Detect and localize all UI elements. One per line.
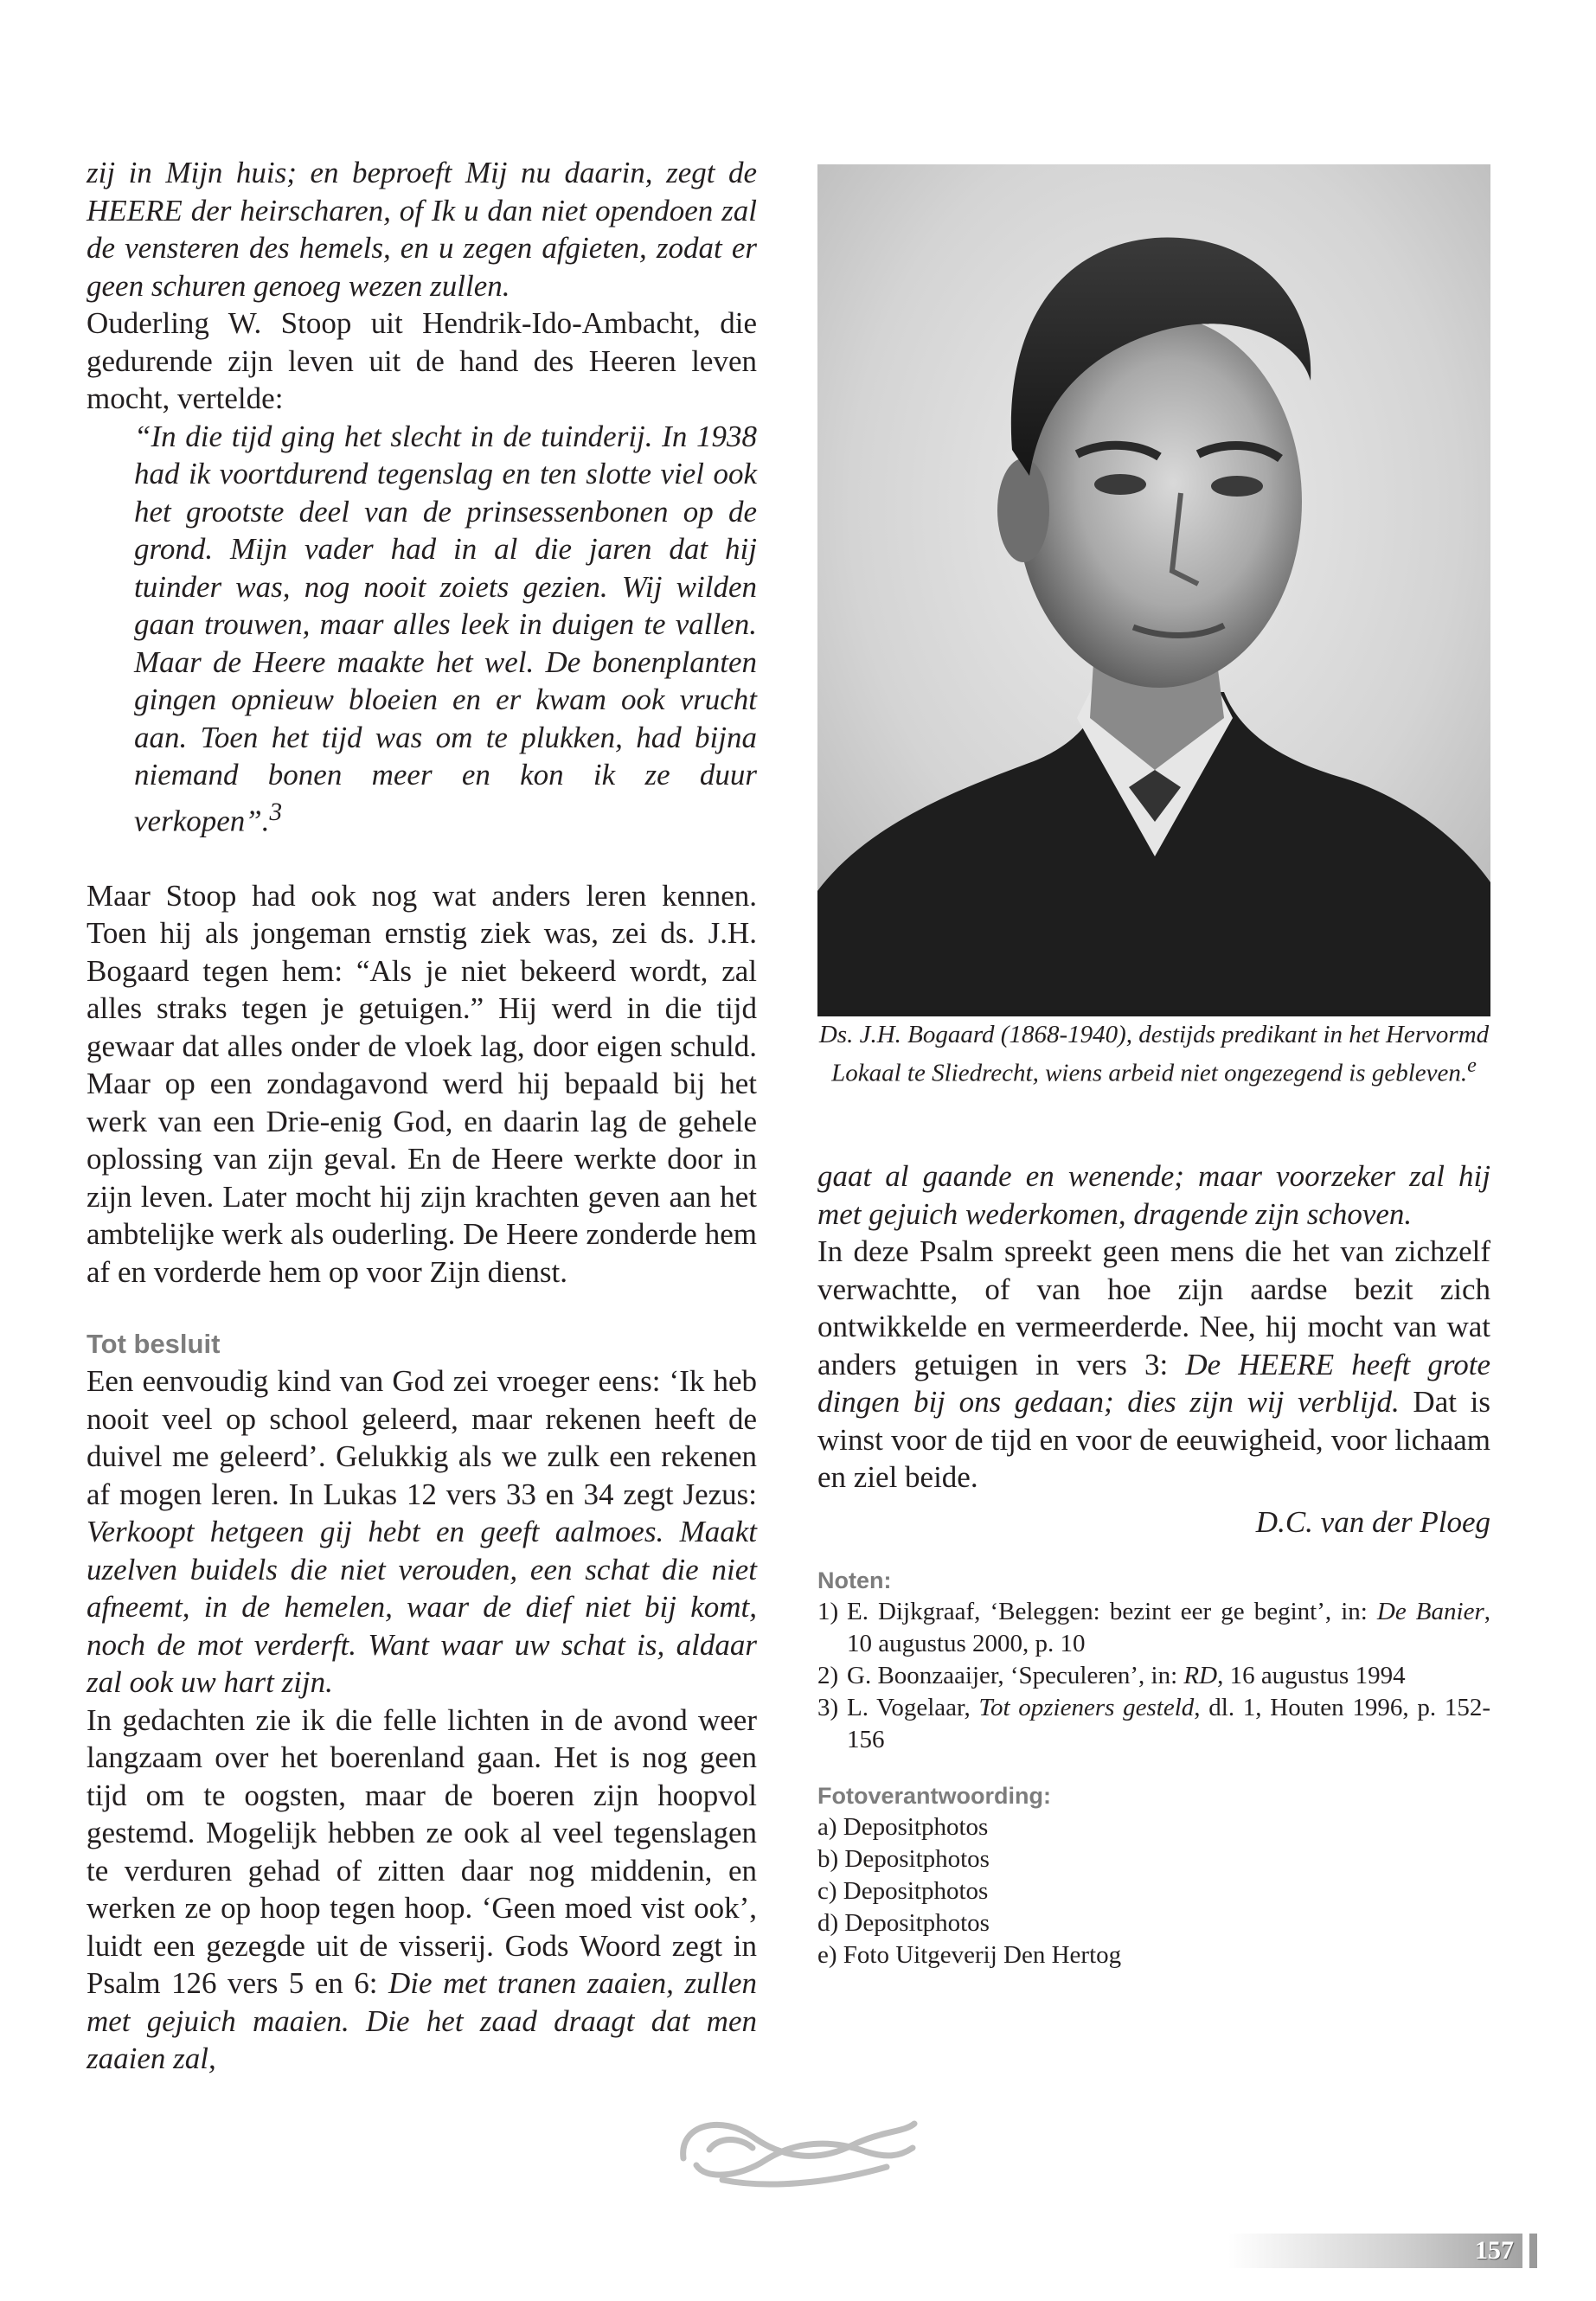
caption-ref: e (1467, 1054, 1477, 1077)
bible-quote-continued: zij in Mijn huis; en beproeft Mij nu daarin, zegt de HEERE der heirscharen, of Ik u dan niet opendoen zal de vensteren des hemels, en u zegen afgieten, zodat er geen schuren genoeg wezen zullen. (87, 156, 757, 303)
credit-item: a) Depositphotos (817, 1813, 989, 1841)
paragraph-conclusion-1 (87, 1362, 757, 1702)
bible-quote-luke: Verkoopt hetgeen gij hebt en geeft aalmoes. Maakt uzelven buidels die niet verouden, een schat die niet afneemt, in de hemelen, waar de dief niet bij komt, noch de mot verderft. Want waar uw schat is, aldaar zal ook uw hart zijn. (87, 1515, 757, 1700)
note-number: 2) (817, 1662, 839, 1689)
author-signature: D.C. van der Ploeg (1255, 1504, 1490, 1539)
block-quote-text: “In die tijd ging het slecht in de tuinderij. In 1938 had ik voortdurend tegenslag en ten slotte viel ook het grootste deel van de prinsessenbonen op de grond. Mijn vader had in al die jaren dat hij tuinder was, nog nooit zoiets gezien. Wij wilden gaan trouwen, maar alles leek in duigen te vallen. Maar de Heere maakte het wel. De bonenplanten gingen opnieuw bloeien en er kwam ook vrucht aan. Toen het tijd was om te plukken, had bijna niemand bonen meer en kon ik ze duur verkopen”. (134, 419, 757, 838)
paragraph-psalm (817, 1233, 1490, 1497)
note-text (847, 1660, 1490, 1692)
paragraph-conclusion-2 (87, 1702, 757, 2078)
paragraph-text: In gedachten zie ik die felle lichten in de avond weer langzaam over het boerenland gaan. Het is nog geen tijd om te oogsten, maar de boeren zijn hoopvol gestemd. Mogelijk hebben ze ook al veel tegenslagen te verduren gehad of zitten daar nog middenin, en werken ze op hoop tegen hoop. ‘Geen moed vist ook’, luidt een gezegde uit de visserij. Gods Woord zegt in Psalm 126 vers 5 en 6: (87, 1702, 757, 2001)
bible-quote-psalm: Die met tranen zaaien, zullen met gejuich maaien. Die het zaad draagt dat men zaaien zal, (87, 1966, 758, 2076)
portrait-photo (817, 164, 1490, 1016)
note-number: 1) (817, 1598, 839, 1625)
note-item (817, 1660, 1490, 1692)
paragraph-stoop-story: Maar Stoop had ook nog wat anders leren kennen. Toen hij als jongeman ernstig ziek was, zei ds. J.H. Bogaard tegen hem: “Als je niet bekeerd wordt, zal alles straks tegen je getuigen.” Hij werd in die tijd gewaar dat alles onder de vloek lag, door eigen schuld. Maar op een zondagavond werd hij bepaald bij het werk van een Drie-enig God, en daarin lag de gehele oplossing van zijn geval. En de Heere werkte door in zijn leven. Later mocht hij zijn krachten geven aan het ambtelijke werk als ouderling. De Heere zonderde hem af en vorderde hem op voor Zijn dienst. (87, 878, 757, 1289)
photo-caption-text: Ds. J.H. Bogaard (1868-1940), destijds predikant in het Hervormd Lokaal te Sliedrecht, wiens arbeid niet ongezegend is gebleven. (818, 1021, 1490, 1087)
credit-item: e) Foto Uitgeverij Den Hertog (817, 1941, 1122, 1969)
notes-list (817, 1596, 1490, 1756)
left-column (87, 154, 757, 2078)
note-text-c: , 10 augustus 2000, p. 10 (847, 1598, 1490, 1657)
paragraph-intro-stoop: Ouderling W. Stoop uit Hendrik-Ido-Ambacht, die gedurende zijn leven uit de hand des Heeren leven mocht, vertelde: (87, 306, 757, 415)
note-number: 3) (817, 1694, 839, 1721)
paragraph-text-end: Dat is winst voor de tijd en voor de eeuwigheid, voor lichaam en ziel beide. (817, 1385, 1490, 1494)
notes-heading: Noten: (817, 1567, 892, 1593)
note-text-title: De Banier (1376, 1598, 1484, 1625)
paragraph-text: Een eenvoudig kind van God zei vroeger eens: ‘Ik heb nooit veel op school geleerd, maar rekenen heeft de duivel me geleerd’. Gelukkig als we zulk een rekenen af mogen leren. In Lukas 12 vers 33 en 34 zegt Jezus: (87, 1364, 757, 1511)
photo-caption (817, 1019, 1490, 1089)
bible-quote-psalm-continued: gaat al gaande en wenende; maar voorzeker zal hij met gejuich wederkomen, dragende zijn schoven. (817, 1159, 1490, 1231)
note-text-a: L. Vogelaar, (847, 1694, 979, 1721)
right-column (817, 1157, 1490, 1971)
photo-credits-list (817, 1811, 1490, 1971)
note-text-a: E. Dijkgraaf, ‘Beleggen: bezint eer ge begint’, in: (847, 1598, 1377, 1625)
page-number: 157 (1475, 2236, 1514, 2265)
note-text-a: G. Boonzaaijer, ‘Speculeren’, in: (847, 1662, 1184, 1689)
footnote-ref: 3 (269, 798, 283, 826)
paragraph-text: In deze Psalm spreekt geen mens die het van zichzelf verwachtte, of van hoe zijn aardse bezit zich ontwikkelde en vermeerderde. Nee, hij mocht van wat anders getuigen in vers 3: (817, 1234, 1490, 1381)
section-heading: Tot besluit (87, 1329, 221, 1360)
note-text-c: , dl. 1, Houten 1996, p. 152-156 (847, 1694, 1490, 1753)
note-text (847, 1692, 1490, 1756)
bible-quote-verse3: De HEERE heeft grote dingen bij ons gedaan; dies zijn wij verblijd. (817, 1347, 1491, 1419)
note-item (817, 1692, 1490, 1756)
note-item (817, 1596, 1490, 1660)
note-text-title: RD (1183, 1662, 1218, 1689)
block-quote (134, 418, 757, 840)
credit-item: b) Depositphotos (817, 1845, 990, 1873)
note-text-c: , 16 augustus 1994 (1217, 1662, 1406, 1689)
note-text-title: Tot opzieners gesteld (978, 1694, 1195, 1721)
photo-credits-heading: Fotoverantwoording: (817, 1783, 1051, 1809)
decorative-swirl-icon (670, 2098, 921, 2193)
credit-item: c) Depositphotos (817, 1877, 989, 1905)
credit-item: d) Depositphotos (817, 1909, 990, 1937)
page-number-bar-end (1529, 2234, 1537, 2268)
note-text (847, 1596, 1490, 1660)
